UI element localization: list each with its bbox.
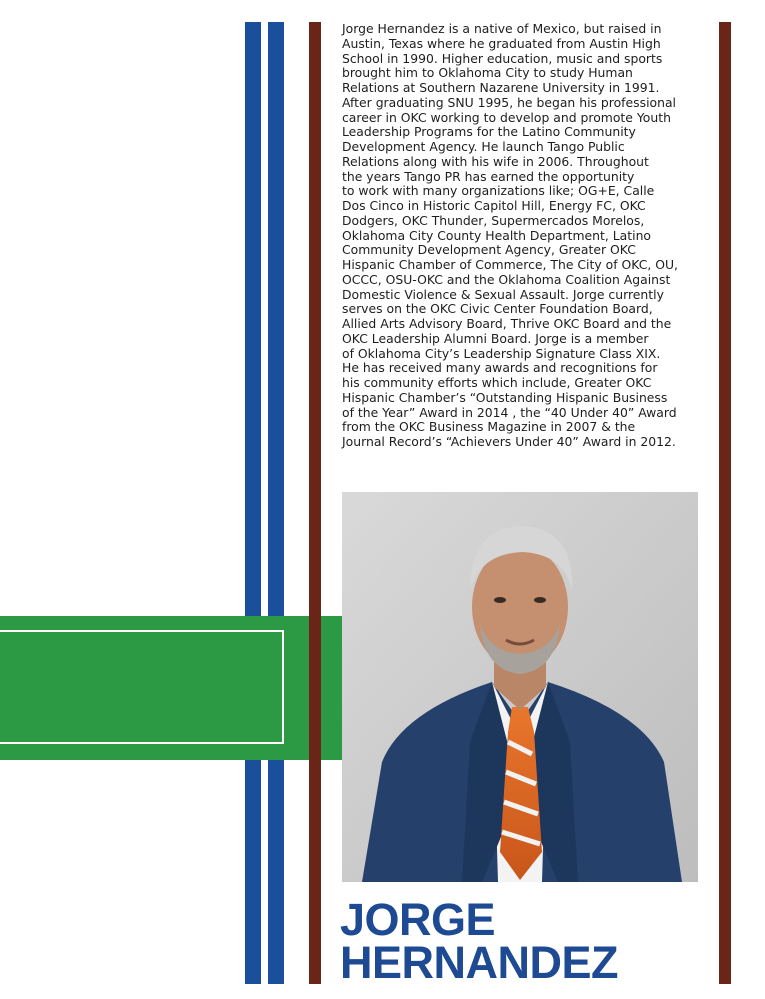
bio-text: Jorge Hernandez is a native of Mexico, but raised in Austin, Texas where he graduated from Austin High School in 1990. Higher education, music and sports brought him to Oklahoma City to study Human Relations at Southern Nazarene University in 1991. After graduating SNU 1995, he began his professional career in OKC working to develop and promote Youth Leadership Programs for the Latino Community Development Agency. He launch Tango Public Relations along with his wife in 2006. Throughout the years Tango PR has earned the opportunity to work with many organizations like; OG+E, Calle Dos Cinco in Historic Capitol Hill, Energy FC, OKC Dodgers, OKC Thunder, Supermercados Morelos, Oklahoma City County Health Department, Latino Community Development Agency, Greater OKC Hispanic Chamber of Commerce, The City of OKC, OU, OCCC, OSU-OKC and the Oklahoma Coalition Against Domestic Violence & Sexual Assault. Jorge currently serves on the OKC Civic Center Foundation Board, Allied Arts Advisory Board, Thrive OKC Board and the OKC Leadership Alumni Board. Jorge is a member of Oklahoma City’s Leadership Signature Class XIX. He has received many awards and recognitions for his community efforts which include, Greater OKC Hispanic Chamber’s “Outstanding Hispanic Business of the Year” Award in 2014 , the “40 Under 40” Award from the OKC Business Magazine in 2007 & the Journal Record’s “Achievers Under 40” Award in 2012.: [342, 21, 678, 449]
brown-stripe-left: [309, 22, 321, 984]
name-last: HERNANDEZ: [340, 937, 619, 988]
brown-stripe-right: [719, 22, 731, 984]
green-band-frame: [0, 630, 284, 744]
name-first: JORGE: [340, 894, 496, 945]
blue-stripe-inner: [268, 22, 284, 984]
portrait-photo: [342, 492, 698, 882]
blue-stripe-outer: [245, 22, 261, 984]
portrait-illustration: [342, 492, 698, 882]
